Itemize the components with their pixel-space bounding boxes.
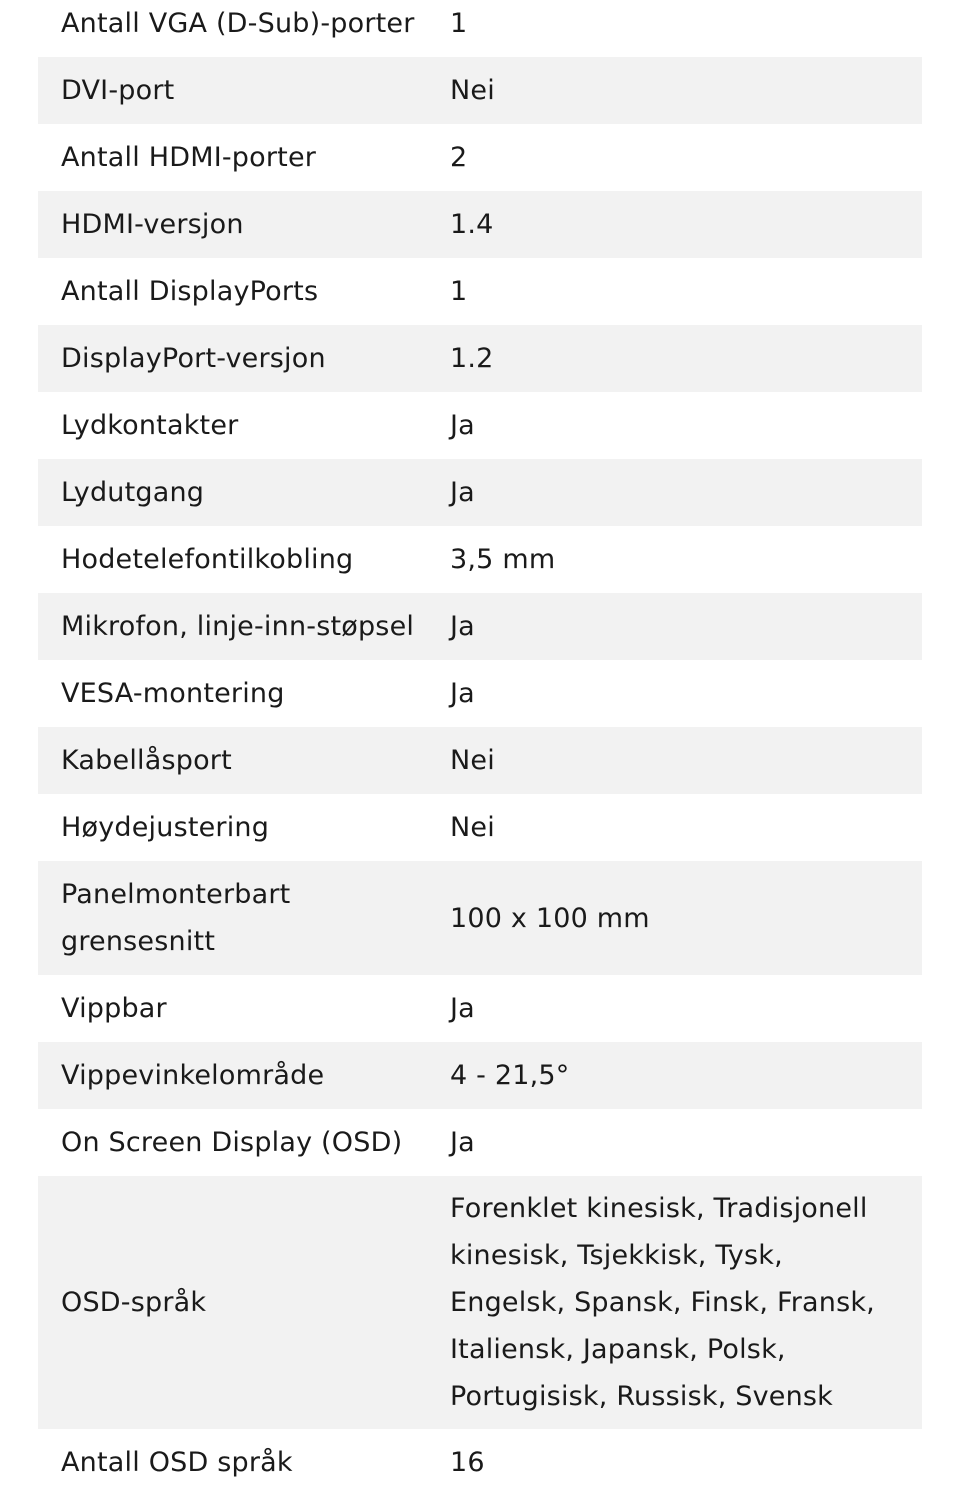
spec-label: DisplayPort-versjon <box>61 343 326 374</box>
spec-row-hdmi-version <box>38 191 922 258</box>
spec-value: Ja <box>450 410 475 441</box>
spec-value: Forenklet kinesisk, Tradisjonell kinesisk, Tsjekkisk, Tysk, Engelsk, Spansk, Finsk, Fransk, Italiensk, Japansk, Polsk, Portugisisk, Russisk, Svensk <box>450 1193 875 1412</box>
spec-value: Ja <box>450 477 475 508</box>
spec-value: 100 x 100 mm <box>450 902 650 934</box>
spec-value: 2 <box>450 142 468 173</box>
spec-value: Nei <box>450 812 495 843</box>
spec-value: Nei <box>450 745 495 776</box>
spec-label: Vippbar <box>61 993 167 1024</box>
spec-row-vesa-mount <box>38 660 922 727</box>
spec-row-hdmi-ports <box>38 124 922 191</box>
spec-row-tiltable <box>38 975 922 1042</box>
spec-label: HDMI-versjon <box>61 209 244 240</box>
spec-row-dvi-port <box>38 57 922 124</box>
spec-table <box>38 0 922 1496</box>
spec-row-osd-languages <box>38 1176 922 1429</box>
spec-label: Antall OSD språk <box>61 1447 293 1478</box>
spec-label: Mikrofon, linje-inn-støpsel <box>61 611 415 642</box>
spec-value: Ja <box>450 678 475 709</box>
spec-value: Nei <box>450 75 495 106</box>
spec-label: Hodetelefontilkobling <box>61 544 354 575</box>
spec-label: Antall VGA (D-Sub)-porter <box>61 8 415 39</box>
spec-row-displayports <box>38 258 922 325</box>
spec-label: VESA-montering <box>61 678 285 709</box>
spec-row-panel-mount <box>38 861 922 975</box>
spec-label: Lydkontakter <box>61 410 239 441</box>
spec-label: DVI-port <box>61 75 175 106</box>
spec-value: 1 <box>450 8 468 39</box>
spec-label: OSD-språk <box>61 1287 207 1318</box>
spec-row-cable-lock <box>38 727 922 794</box>
spec-row-audio-connectors <box>38 392 922 459</box>
spec-row-osd-language-count <box>38 1429 922 1496</box>
spec-label: Panelmonterbart grensesnitt <box>61 879 291 957</box>
spec-value: 4 - 21,5° <box>450 1060 570 1091</box>
spec-row-mic-line-in <box>38 593 922 660</box>
spec-label: Kabellåsport <box>61 745 232 776</box>
spec-value: 3,5 mm <box>450 544 556 575</box>
spec-label: Antall HDMI-porter <box>61 142 317 173</box>
spec-value: Ja <box>450 611 475 642</box>
spec-row-headphone-jack <box>38 526 922 593</box>
spec-value: Ja <box>450 1127 475 1158</box>
spec-label: Vippevinkelområde <box>61 1060 325 1091</box>
spec-row-displayport-version <box>38 325 922 392</box>
spec-value: 16 <box>450 1447 485 1478</box>
spec-row-height-adjust <box>38 794 922 861</box>
spec-label: Høydejustering <box>61 812 270 843</box>
spec-value: 1.2 <box>450 343 494 374</box>
spec-value: Ja <box>450 993 475 1024</box>
spec-row-audio-out <box>38 459 922 526</box>
spec-value: 1.4 <box>450 209 494 240</box>
spec-label: Antall DisplayPorts <box>61 276 319 307</box>
spec-row-osd <box>38 1109 922 1176</box>
spec-row-vga-ports <box>38 0 922 57</box>
spec-row-tilt-range <box>38 1042 922 1109</box>
spec-label: Lydutgang <box>61 477 205 508</box>
spec-value: 1 <box>450 276 468 307</box>
spec-label: On Screen Display (OSD) <box>61 1127 403 1158</box>
